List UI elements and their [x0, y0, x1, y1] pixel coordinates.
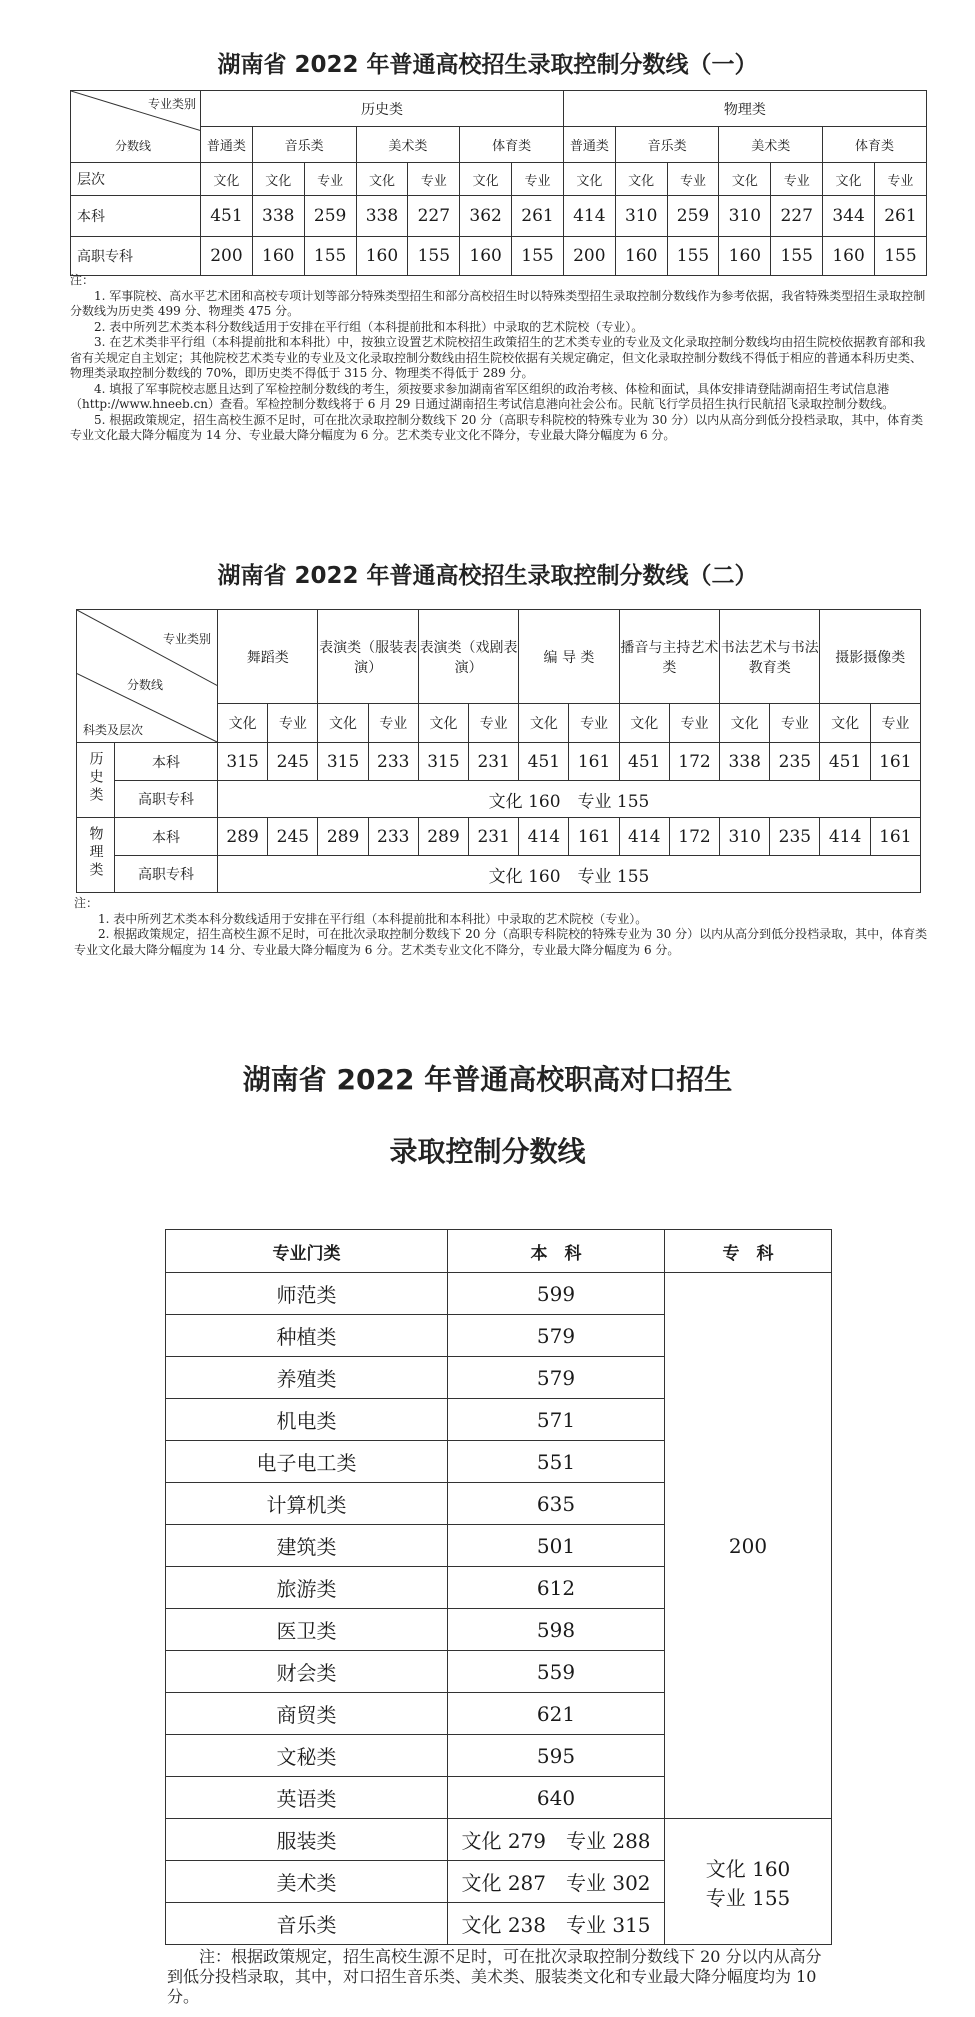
- score-cell: 161: [870, 818, 920, 856]
- zk-art-cell: [665, 1819, 832, 1945]
- row-label: 高职专科: [71, 237, 201, 276]
- score-cell: 310: [720, 818, 770, 856]
- group-header: 物理类: [563, 91, 926, 127]
- physics-label: 物理类: [87, 826, 104, 880]
- zk-art-line: 文化 160: [705, 1856, 791, 1881]
- table-row: [71, 237, 927, 276]
- subgroup-header: 体育类: [460, 127, 564, 163]
- category-cell: 计算机类: [166, 1483, 448, 1525]
- col-header: 专业: [870, 704, 920, 743]
- col-header: 文化: [719, 163, 771, 196]
- table-row: [77, 743, 921, 781]
- col-header: 文化: [563, 163, 615, 196]
- col-header: 专业: [368, 704, 418, 743]
- group-header: 表演类（戏剧表演）: [418, 610, 518, 704]
- score-cell: 172: [669, 818, 719, 856]
- col-header: 专业: [268, 704, 318, 743]
- score-cell: 451: [619, 743, 669, 781]
- score-cell: 579: [448, 1315, 665, 1357]
- table3-title-line1: 湖南省 2022 年普通高校职高对口招生: [242, 1063, 733, 1096]
- score-cell: 155: [304, 237, 356, 276]
- score-cell: 227: [771, 196, 823, 237]
- col-header: 文化: [318, 704, 368, 743]
- score-table-1: [70, 90, 927, 276]
- score-cell: 160: [356, 237, 408, 276]
- table-row: [77, 781, 921, 818]
- note-item: 2. 根据政策规定，招生高校生源不足时，可在批次录取控制分数线下 20 分（高职专科院校的特殊专业为 30 分）以内从高分到低分投档录取，其中，体育类专业文化最大降分幅度为 14 分、专业最大降分幅度为 6 分。艺术类专业文化不降分，专业最大降分幅度为 6 分。: [74, 927, 928, 957]
- score-cell: 227: [408, 196, 460, 237]
- score-cell: 315: [318, 743, 368, 781]
- score-cell: 文化 287 专业 302: [448, 1861, 665, 1903]
- level-label: 本科: [115, 818, 218, 856]
- score-cell: 233: [368, 743, 418, 781]
- score-cell: 160: [823, 237, 875, 276]
- group-header: 播音与主持艺术类: [619, 610, 719, 704]
- level-label: 高职专科: [115, 856, 218, 893]
- score-cell: 155: [512, 237, 564, 276]
- score-cell: 338: [252, 196, 304, 237]
- note-item: 3. 在艺术类非平行组（本科提前批和本科批）中，按独立设置艺术院校招生政策招生的艺术类专业的专业及文化录取控制分数线均由招生院校依据教育部和我省有关规定自主划定；其他院校艺术类专业的专业及文化录取控制分数线由招生院校依据有关规定确定，但文化录取控制分数线不得低于相应的普通本科历史类、物理类录取控制分数线的 70%，即历史类不得低于 315 分、物理类不得低于 289 分。: [70, 335, 926, 380]
- col-header: 专业: [874, 163, 926, 196]
- merged-score-cell: 文化 160 专业 155: [218, 856, 921, 893]
- subgroup-header: 普通类: [201, 127, 253, 163]
- score-cell: 344: [823, 196, 875, 237]
- score-cell: 571: [448, 1399, 665, 1441]
- group-header: 历史类: [201, 91, 564, 127]
- col-header: 文化: [460, 163, 512, 196]
- score-cell: 259: [667, 196, 719, 237]
- category-cell: 电子电工类: [166, 1441, 448, 1483]
- score-cell: 362: [460, 196, 512, 237]
- score-cell: 160: [460, 237, 512, 276]
- zk-general-cell: 200: [665, 1273, 832, 1819]
- score-cell: 160: [719, 237, 771, 276]
- col-header: 文化: [720, 704, 770, 743]
- score-cell: 233: [368, 818, 418, 856]
- score-cell: 161: [870, 743, 920, 781]
- score-cell: 155: [874, 237, 926, 276]
- table2-notes: [74, 896, 934, 958]
- col-header: 文化: [615, 163, 667, 196]
- col-header: 文化: [519, 704, 569, 743]
- score-cell: 635: [448, 1483, 665, 1525]
- score-table-2: [76, 609, 921, 893]
- score-cell: 579: [448, 1357, 665, 1399]
- col-header: 文化: [356, 163, 408, 196]
- level-label: 高职专科: [115, 781, 218, 818]
- score-cell: 414: [619, 818, 669, 856]
- score-cell: 289: [318, 818, 368, 856]
- table-row: [77, 818, 921, 856]
- score-cell: 200: [563, 237, 615, 276]
- score-cell: 161: [569, 743, 619, 781]
- score-cell: 172: [669, 743, 719, 781]
- score-cell: 338: [356, 196, 408, 237]
- col-header: 文化: [418, 704, 468, 743]
- category-cell: 师范类: [166, 1273, 448, 1315]
- note-item: 4. 填报了军事院校志愿且达到了军检控制分数线的考生，须按要求参加湖南省军区组织的政治考核、体检和面试，具体安排请登陆湖南招生考试信息港（http://www.hneeb.cn）查看。军检控制分数线将于 6 月 29 日通过湖南招生考试信息港向社会公布。民航飞行学员招生执行民航招飞录取控制分数线。: [70, 381, 895, 411]
- table-row: [71, 196, 927, 237]
- note-item: 2. 表中所列艺术类本科分数线适用于安排在平行组（本科提前批和本科批）中录取的艺术院校（专业）。: [94, 319, 644, 334]
- score-cell: 161: [569, 818, 619, 856]
- col-header: 专业: [569, 704, 619, 743]
- vocational-score-table: [165, 1229, 832, 1945]
- score-cell: 451: [201, 196, 253, 237]
- notes-label: 注：: [74, 896, 99, 910]
- score-cell: 160: [252, 237, 304, 276]
- score-cell: 289: [218, 818, 268, 856]
- category-cell: 建筑类: [166, 1525, 448, 1567]
- col-header: 文化: [218, 704, 268, 743]
- table1-title: 湖南省 2022 年普通高校招生录取控制分数线（一）: [217, 52, 758, 78]
- score-cell: 245: [268, 818, 318, 856]
- score-cell: 414: [563, 196, 615, 237]
- score-cell: 598: [448, 1609, 665, 1651]
- merged-score-cell: 文化 160 专业 155: [218, 781, 921, 818]
- category-cell: 财会类: [166, 1651, 448, 1693]
- col-header: 专业: [304, 163, 356, 196]
- score-cell: 310: [719, 196, 771, 237]
- diagonal-header-cell: [71, 91, 201, 163]
- row-label: 本科: [71, 196, 201, 237]
- score-cell: 640: [448, 1777, 665, 1819]
- score-cell: 595: [448, 1735, 665, 1777]
- col-header: 专业: [667, 163, 719, 196]
- subject-label: [77, 818, 115, 893]
- score-cell: 259: [304, 196, 356, 237]
- score-cell: 551: [448, 1441, 665, 1483]
- category-cell: 养殖类: [166, 1357, 448, 1399]
- diag-mid-label: 分数线: [115, 139, 152, 153]
- score-cell: 235: [770, 818, 820, 856]
- col-header: 专业: [408, 163, 460, 196]
- score-cell: 612: [448, 1567, 665, 1609]
- score-cell: 289: [418, 818, 468, 856]
- table-row: [166, 1273, 832, 1315]
- category-cell: 商贸类: [166, 1693, 448, 1735]
- score-cell: 文化 279 专业 288: [448, 1819, 665, 1861]
- diagonal-header-cell: [77, 610, 218, 743]
- score-cell: 155: [408, 237, 460, 276]
- diag-mid-label: 分数线: [127, 678, 164, 692]
- note-item: 5. 根据政策规定，招生高校生源不足时，可在批次录取控制分数线下 20 分（高职专科院校的特殊专业为 30 分）以内从高分到低分投档录取，其中，体育类专业文化最大降分幅度为 14 分、专业最大降分幅度为 6 分。艺术类专业文化不降分，专业最大降分幅度为 6 分。: [70, 412, 924, 442]
- subgroup-header: 普通类: [563, 127, 615, 163]
- score-cell: 261: [874, 196, 926, 237]
- category-cell: 旅游类: [166, 1567, 448, 1609]
- score-cell: 160: [615, 237, 667, 276]
- notes-label: 注：: [70, 273, 95, 287]
- group-header: 编 导 类: [519, 610, 619, 704]
- diag-bottom-label: 科类及层次: [83, 723, 144, 737]
- score-cell: 文化 238 专业 315: [448, 1903, 665, 1945]
- score-cell: 245: [268, 743, 318, 781]
- subject-label: [77, 743, 115, 818]
- history-label: 历史类: [87, 751, 104, 805]
- subgroup-header: 体育类: [823, 127, 927, 163]
- score-cell: 501: [448, 1525, 665, 1567]
- score-cell: 155: [771, 237, 823, 276]
- zk-art-line: 专业 155: [705, 1885, 791, 1910]
- category-cell: 机电类: [166, 1399, 448, 1441]
- score-cell: 231: [469, 818, 519, 856]
- col-header: 专业: [512, 163, 564, 196]
- subgroup-header: 音乐类: [252, 127, 356, 163]
- category-cell: 英语类: [166, 1777, 448, 1819]
- col-header: 文化: [823, 163, 875, 196]
- score-cell: 621: [448, 1693, 665, 1735]
- score-cell: 235: [770, 743, 820, 781]
- category-cell: 服装类: [166, 1819, 448, 1861]
- col-header: 专业: [770, 704, 820, 743]
- col-header: 专 科: [665, 1230, 832, 1273]
- col-header: 专业门类: [166, 1230, 448, 1273]
- subgroup-header: 美术类: [719, 127, 823, 163]
- table-row: [166, 1819, 832, 1861]
- category-cell: 文秘类: [166, 1735, 448, 1777]
- table-row: [77, 856, 921, 893]
- table1-notes: [70, 273, 930, 444]
- col-header: 文化: [619, 704, 669, 743]
- diag-bottom-label: 层次: [71, 163, 201, 196]
- score-cell: 338: [720, 743, 770, 781]
- col-header: 文化: [252, 163, 304, 196]
- subgroup-header: 音乐类: [615, 127, 719, 163]
- group-header: 摄影摄像类: [820, 610, 921, 704]
- score-cell: 599: [448, 1273, 665, 1315]
- category-cell: 医卫类: [166, 1609, 448, 1651]
- col-header: 专业: [469, 704, 519, 743]
- score-cell: 231: [469, 743, 519, 781]
- table3-note: 注：根据政策规定，招生高校生源不足时，可在批次录取控制分数线下 20 分以内从高分到低分投档录取，其中，对口招生音乐类、美术类、服装类文化和专业最大降分幅度均为 10 分。: [167, 1947, 822, 2006]
- score-cell: 310: [615, 196, 667, 237]
- col-header: 文化: [201, 163, 253, 196]
- category-cell: 美术类: [166, 1861, 448, 1903]
- score-cell: 414: [519, 818, 569, 856]
- group-header: 舞蹈类: [218, 610, 318, 704]
- diag-top-label: 专业类别: [163, 632, 212, 646]
- score-cell: 451: [519, 743, 569, 781]
- note-item: 1. 军事院校、高水平艺术团和高校专项计划等部分特殊类型招生和部分高校招生时以特殊类型招生录取控制分数线作为参考依据，我省特殊类型招生录取控制分数线为历史类 499 分、物理类 475 分。: [70, 288, 926, 318]
- note-item: 1. 表中所列艺术类本科分数线适用于安排在平行组（本科提前批和本科批）中录取的艺术院校（专业）。: [98, 911, 648, 926]
- table3-title-line2: 录取控制分数线: [389, 1135, 586, 1168]
- category-cell: 音乐类: [166, 1903, 448, 1945]
- col-header: 文化: [820, 704, 870, 743]
- score-cell: 200: [201, 237, 253, 276]
- category-cell: 种植类: [166, 1315, 448, 1357]
- score-cell: 315: [418, 743, 468, 781]
- col-header: 专业: [669, 704, 719, 743]
- diag-top-label: 专业类别: [147, 97, 196, 111]
- group-header: 表演类（服装表演）: [318, 610, 418, 704]
- table2-title: 湖南省 2022 年普通高校招生录取控制分数线（二）: [217, 563, 758, 589]
- score-cell: 155: [667, 237, 719, 276]
- col-header: 本 科: [448, 1230, 665, 1273]
- score-cell: 451: [820, 743, 870, 781]
- score-cell: 315: [218, 743, 268, 781]
- score-cell: 414: [820, 818, 870, 856]
- subgroup-header: 美术类: [356, 127, 460, 163]
- score-cell: 559: [448, 1651, 665, 1693]
- level-label: 本科: [115, 743, 218, 781]
- score-cell: 261: [512, 196, 564, 237]
- group-header: 书法艺术与书法教育类: [720, 610, 820, 704]
- col-header: 专业: [771, 163, 823, 196]
